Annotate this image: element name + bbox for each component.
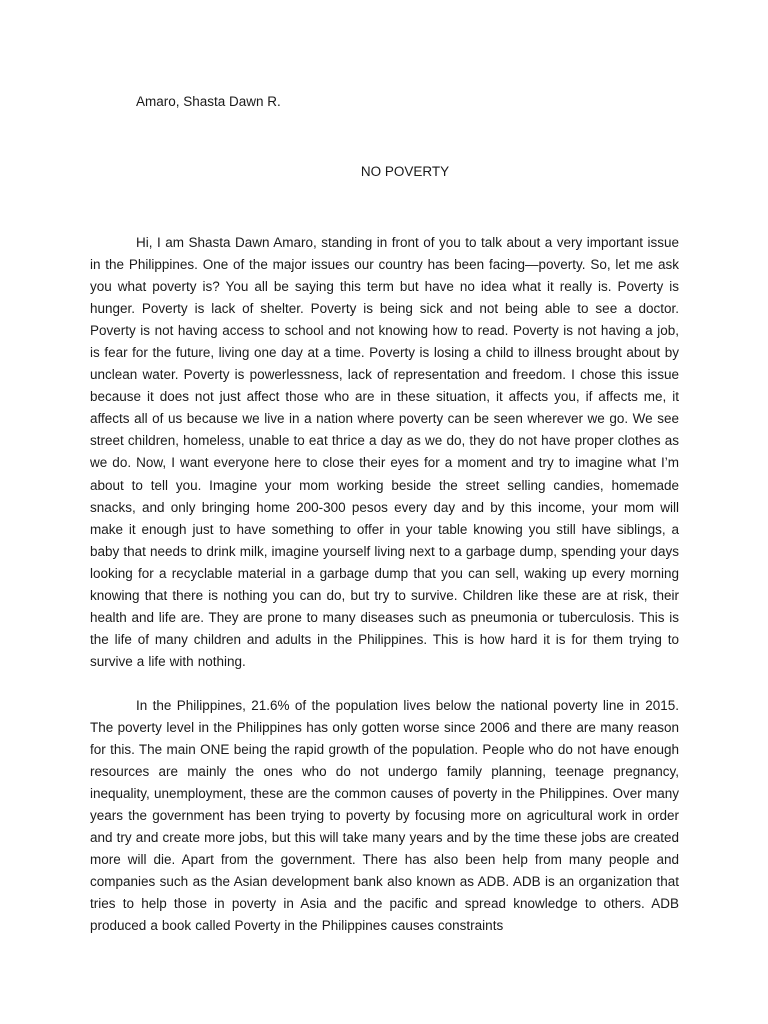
document-body <box>90 232 679 937</box>
paragraph-statistics: In the Philippines, 21.6% of the population lives below the national poverty line in 2015. The poverty level in the Philippines has only gotten worse since 2006 and there are many reason for this. The main ONE being the rapid growth of the population. People who do not have enough resources are mainly the ones who do not undergo family planning, teenage pregnancy, inequality, unemployment, these are the common causes of poverty in the Philippines. Over many years the government has been trying to poverty by focusing more on agricultural work in order and try and create more jobs, but this will take many years and by the time these jobs are created more will die. Apart from the government. There has also been help from many people and companies such as the Asian development bank also known as ADB. ADB is an organization that tries to help those in poverty in Asia and the pacific and spread knowledge to others. ADB produced a book called Poverty in the Philippines causes constraints <box>90 697 679 934</box>
author-name: Amaro, Shasta Dawn R. <box>136 94 281 109</box>
paragraph-intro: Hi, I am Shasta Dawn Amaro, standing in front of you to talk about a very important issue in the Philippines. One of the major issues our country has been facing—poverty. So, let me ask you what poverty is? You all be saying this term but have no idea what it really is. Poverty is hunger. Poverty is lack of shelter. Poverty is being sick and not being able to see a doctor. Poverty is not having access to school and not knowing how to read. Poverty is not having a job, is fear for the future, living one day at a time. Poverty is losing a child to illness brought about by unclean water. Poverty is powerlessness, lack of representation and freedom. I chose this issue because it does not just affect those who are in these situation, it affects you, if affects me, it affects all of us because we live in a nation where poverty can be seen wherever we go. We see street children, homeless, unable to eat thrice a day as we do, they do not have proper clothes as we do. Now, I want everyone here to close their eyes for a moment and try to imagine what I’m about to tell you. Imagine your mom working beside the street selling candies, homemade snacks, and only bringing home 200-300 pesos every day and by this income, your mom will make it enough just to have something to offer in your table knowing you still have siblings, a baby that needs to drink milk, imagine yourself living next to a garbage dump, spending your days looking for a recyclable material in a garbage dump that you can sell, waking up every morning knowing that there is nothing you can do, but try to survive. Children like these are at risk, their health and life are. They are prone to many diseases such as pneumonia or tuberculosis. This is the life of many children and adults in the Philippines. This is how hard it is for them trying to survive a life with nothing. <box>90 235 679 669</box>
document-title: NO POVERTY <box>360 164 450 179</box>
